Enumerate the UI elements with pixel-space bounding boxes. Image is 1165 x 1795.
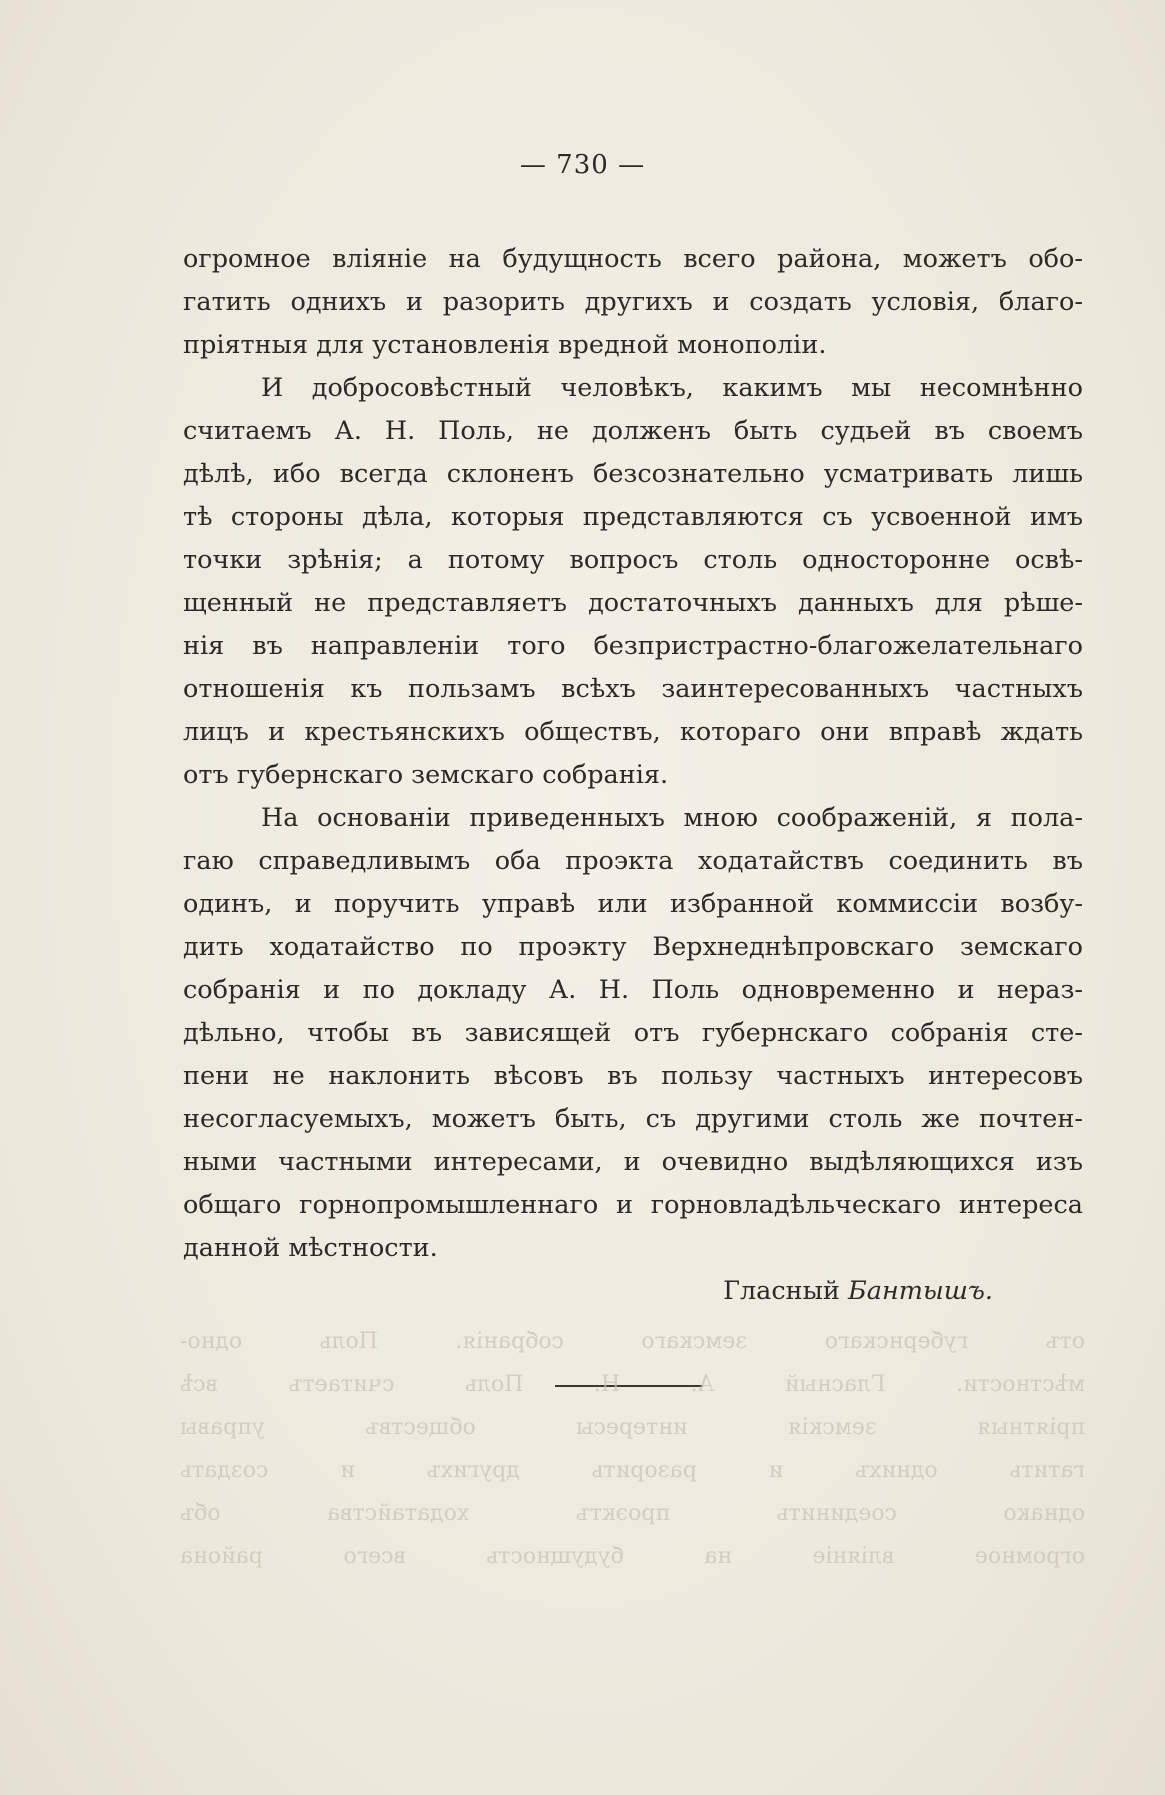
text-line: лицъ и крестьянскихъ обществъ, котораго они вправѣ ждать	[183, 717, 1083, 747]
text-line: щенный не представляетъ достаточныхъ данныхъ для рѣше-	[183, 588, 1083, 618]
text-line: нія въ направленіи того безпристрастно-благожелательнаго	[183, 631, 1083, 661]
signature-prefix: Гласный	[723, 1276, 840, 1306]
text-line: гаю справедливымъ оба проэкта ходатайствъ соединить въ	[183, 846, 1083, 876]
text-line: пріятныя для установленія вредной монополіи.	[183, 330, 827, 360]
text-line: собранія и по докладу А. Н. Поль одновременно и нераз-	[183, 975, 1083, 1005]
text-line: дить ходатайство по проэкту Верхнеднѣпровскаго земскаго	[183, 932, 1083, 962]
text-line: отъ губернскаго земскаго собранія.	[183, 760, 669, 790]
text-line: тѣ стороны дѣла, которыя представляются съ усвоенной имъ	[183, 502, 1083, 532]
text-line: несогласуемыхъ, можетъ быть, съ другими столь же почтен-	[183, 1104, 1083, 1134]
text-line: точки зрѣнія; а потому вопросъ столь односторонне освѣ-	[183, 545, 1083, 575]
text-line: пени не наклонить вѣсовъ въ пользу частныхъ интересовъ	[183, 1061, 1083, 1091]
text-line: считаемъ А. Н. Поль, не долженъ быть судьей въ своемъ	[183, 416, 1083, 446]
text-line: дѣлѣ, ибо всегда склоненъ безсознательно усматривать лишь	[183, 459, 1083, 489]
bleed-through-line: отъ губернскаго земскаго собранія. Поль одно-	[180, 1329, 1085, 1354]
text-line: одинъ, и поручить управѣ или избранной коммиссіи возбу-	[183, 889, 1083, 919]
text-line: гатить однихъ и разорить другихъ и создать условія, благо-	[183, 287, 1083, 317]
signature-line	[183, 1270, 1083, 1313]
text-line: отношенія къ пользамъ всѣхъ заинтересованныхъ частныхъ	[183, 674, 1083, 704]
bleed-through-line: однако соединить проэктъ ходатайства объ	[180, 1501, 1085, 1526]
signature-name: Бантышъ.	[848, 1276, 993, 1306]
page-number: — 730 —	[519, 150, 646, 180]
body-text	[183, 238, 1083, 1313]
text-line: И добросовѣстный человѣкъ, какимъ мы несомнѣнно	[261, 373, 1083, 403]
text-line: общаго горнопромышленнаго и горновладѣльческаго интереса	[183, 1190, 1083, 1220]
text-line: данной мѣстности.	[183, 1233, 438, 1263]
bleed-through-text	[180, 1320, 1085, 1578]
text-line: На основаніи приведенныхъ мною соображеній, я пола-	[261, 803, 1083, 833]
bleed-through-line: гатить однихъ и разорить другихъ и создать	[180, 1458, 1085, 1483]
text-line: огромное вліяніе на будущность всего района, можетъ обо-	[183, 244, 1083, 274]
bleed-through-line: пріятныя земскія интересы обществъ управы	[180, 1415, 1085, 1440]
text-line: дѣльно, чтобы въ зависящей отъ губернскаго собранія сте-	[183, 1018, 1083, 1048]
text-line: ными частными интересами, и очевидно выдѣляющихся изъ	[183, 1147, 1083, 1177]
bleed-through-line: мѣстности. Гласный А. Н. Поль считаетъ всѣ	[180, 1372, 1085, 1397]
bleed-through-line: огромное вліяніе на будущность всего района	[180, 1544, 1085, 1569]
